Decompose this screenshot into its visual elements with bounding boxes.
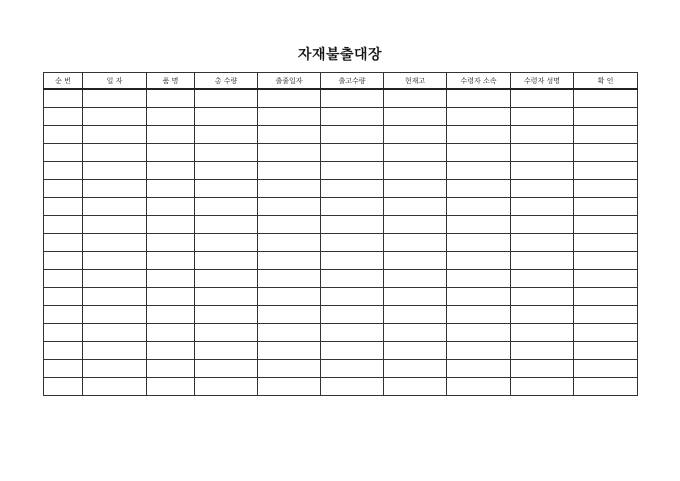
table-cell: [147, 180, 195, 198]
table-row: [44, 234, 638, 252]
table-cell: [511, 216, 574, 234]
table-cell: [447, 234, 511, 252]
table-cell: [321, 234, 384, 252]
table-row: [44, 108, 638, 126]
table-cell: [321, 342, 384, 360]
table-cell: [321, 216, 384, 234]
table-cell: [574, 180, 638, 198]
table-cell: [258, 378, 321, 396]
table-cell: [83, 252, 147, 270]
table-cell: [321, 270, 384, 288]
table-cell: [447, 126, 511, 144]
table-cell: [321, 360, 384, 378]
table-cell: [447, 324, 511, 342]
table-cell: [195, 108, 258, 126]
table-cell: [511, 360, 574, 378]
table-cell: [147, 234, 195, 252]
table-cell: [574, 89, 638, 108]
table-cell: [511, 252, 574, 270]
table-cell: [258, 342, 321, 360]
header-row: [44, 73, 638, 90]
table-cell: [83, 198, 147, 216]
table-cell: [147, 270, 195, 288]
table-cell: [321, 324, 384, 342]
table-cell: [258, 234, 321, 252]
table-row: [44, 198, 638, 216]
table-cell: [83, 216, 147, 234]
table-row: [44, 324, 638, 342]
table-cell: [447, 288, 511, 306]
table-cell: [44, 234, 83, 252]
table-cell: [447, 144, 511, 162]
column-header-date: 일 자: [83, 73, 147, 90]
table-cell: [447, 216, 511, 234]
table-cell: [321, 198, 384, 216]
table-row: [44, 144, 638, 162]
table-cell: [321, 162, 384, 180]
table-cell: [574, 288, 638, 306]
table-cell: [44, 342, 83, 360]
table-cell: [511, 162, 574, 180]
table-cell: [258, 89, 321, 108]
table-cell: [83, 378, 147, 396]
table-cell: [321, 288, 384, 306]
table-cell: [195, 180, 258, 198]
table-cell: [83, 144, 147, 162]
table-cell: [83, 162, 147, 180]
table-cell: [574, 342, 638, 360]
table-cell: [258, 324, 321, 342]
table-cell: [83, 324, 147, 342]
table-cell: [258, 162, 321, 180]
table-cell: [147, 252, 195, 270]
table-cell: [447, 342, 511, 360]
table-body: [44, 89, 638, 396]
table-cell: [147, 126, 195, 144]
table-cell: [384, 360, 447, 378]
table-row: [44, 270, 638, 288]
table-cell: [384, 216, 447, 234]
table-row: [44, 162, 638, 180]
material-issue-ledger-table: [43, 72, 638, 396]
table-cell: [44, 162, 83, 180]
table-cell: [44, 270, 83, 288]
table-cell: [83, 270, 147, 288]
table-cell: [195, 252, 258, 270]
table-cell: [195, 306, 258, 324]
table-cell: [511, 234, 574, 252]
column-header-recipient-department: 수령자 소속: [447, 73, 511, 90]
table-cell: [511, 324, 574, 342]
table-cell: [195, 162, 258, 180]
column-header-serial-number: 순 번: [44, 73, 83, 90]
column-header-total-quantity: 총 수량: [195, 73, 258, 90]
table-cell: [574, 108, 638, 126]
table-cell: [195, 378, 258, 396]
table-cell: [44, 252, 83, 270]
table-cell: [147, 89, 195, 108]
table-cell: [321, 126, 384, 144]
table-cell: [147, 378, 195, 396]
table-cell: [574, 270, 638, 288]
table-cell: [574, 234, 638, 252]
table-cell: [447, 360, 511, 378]
table-cell: [384, 252, 447, 270]
table-row: [44, 306, 638, 324]
table-row: [44, 360, 638, 378]
table-cell: [321, 89, 384, 108]
table-cell: [384, 108, 447, 126]
table-cell: [44, 108, 83, 126]
table-cell: [384, 162, 447, 180]
table-row: [44, 180, 638, 198]
table-cell: [195, 360, 258, 378]
table-cell: [195, 324, 258, 342]
table-cell: [147, 144, 195, 162]
table-cell: [147, 162, 195, 180]
table-cell: [384, 234, 447, 252]
table-cell: [384, 180, 447, 198]
table-cell: [258, 306, 321, 324]
table-cell: [574, 360, 638, 378]
table-cell: [447, 306, 511, 324]
table-cell: [511, 180, 574, 198]
table-cell: [511, 342, 574, 360]
table-cell: [83, 126, 147, 144]
table-cell: [321, 108, 384, 126]
table-cell: [447, 198, 511, 216]
table-cell: [195, 288, 258, 306]
table-cell: [574, 144, 638, 162]
table-cell: [574, 306, 638, 324]
table-cell: [44, 216, 83, 234]
table-cell: [44, 306, 83, 324]
column-header-current-stock: 현재고: [384, 73, 447, 90]
table-cell: [195, 144, 258, 162]
table-cell: [447, 89, 511, 108]
column-header-issue-date: 출줄일자: [258, 73, 321, 90]
table-cell: [44, 144, 83, 162]
table-cell: [447, 180, 511, 198]
table-cell: [574, 198, 638, 216]
table-cell: [147, 324, 195, 342]
table-row: [44, 288, 638, 306]
table-cell: [147, 108, 195, 126]
table-cell: [83, 288, 147, 306]
table-cell: [511, 306, 574, 324]
table-cell: [384, 342, 447, 360]
table-cell: [258, 360, 321, 378]
table-cell: [195, 216, 258, 234]
table-cell: [147, 216, 195, 234]
table-cell: [574, 324, 638, 342]
table-cell: [258, 252, 321, 270]
table-cell: [447, 162, 511, 180]
table-cell: [447, 252, 511, 270]
table-cell: [511, 270, 574, 288]
table-cell: [147, 288, 195, 306]
table-cell: [574, 216, 638, 234]
table-cell: [195, 270, 258, 288]
table-cell: [511, 288, 574, 306]
table-cell: [384, 288, 447, 306]
table-cell: [258, 198, 321, 216]
table-cell: [511, 108, 574, 126]
table-cell: [574, 126, 638, 144]
table-cell: [83, 89, 147, 108]
table-cell: [321, 144, 384, 162]
table-row: [44, 252, 638, 270]
table-cell: [258, 126, 321, 144]
table-cell: [511, 378, 574, 396]
table-cell: [195, 198, 258, 216]
column-header-confirmation: 확 인: [574, 73, 638, 90]
table-cell: [321, 378, 384, 396]
table-cell: [574, 252, 638, 270]
table-cell: [574, 162, 638, 180]
table-cell: [195, 89, 258, 108]
table-cell: [83, 234, 147, 252]
table-cell: [447, 270, 511, 288]
table-cell: [574, 378, 638, 396]
table-cell: [44, 89, 83, 108]
table-cell: [83, 342, 147, 360]
table-cell: [44, 288, 83, 306]
table-cell: [44, 378, 83, 396]
table-cell: [447, 378, 511, 396]
table-cell: [384, 378, 447, 396]
table-cell: [384, 198, 447, 216]
table-cell: [258, 270, 321, 288]
table-cell: [447, 108, 511, 126]
table-cell: [44, 360, 83, 378]
table-cell: [321, 306, 384, 324]
table-cell: [195, 342, 258, 360]
table-cell: [147, 360, 195, 378]
table-row: [44, 342, 638, 360]
table-row: [44, 378, 638, 396]
table-cell: [83, 306, 147, 324]
table-cell: [195, 234, 258, 252]
table-cell: [384, 89, 447, 108]
table-cell: [511, 89, 574, 108]
table-cell: [384, 144, 447, 162]
table-cell: [384, 324, 447, 342]
table-cell: [384, 126, 447, 144]
table-cell: [83, 108, 147, 126]
table-cell: [321, 252, 384, 270]
table-cell: [258, 180, 321, 198]
table-cell: [258, 108, 321, 126]
table-cell: [44, 180, 83, 198]
table-row: [44, 89, 638, 108]
table-cell: [511, 144, 574, 162]
table-cell: [147, 342, 195, 360]
table-cell: [384, 270, 447, 288]
table-cell: [511, 126, 574, 144]
table-cell: [384, 306, 447, 324]
table-cell: [195, 126, 258, 144]
table-cell: [321, 180, 384, 198]
table-cell: [147, 306, 195, 324]
table-header: [44, 73, 638, 90]
table-cell: [258, 288, 321, 306]
column-header-recipient-name: 수령자 성명: [511, 73, 574, 90]
column-header-issued-quantity: 출고수량: [321, 73, 384, 90]
table-row: [44, 126, 638, 144]
table-cell: [44, 126, 83, 144]
table-cell: [147, 198, 195, 216]
table-cell: [258, 144, 321, 162]
table-cell: [83, 360, 147, 378]
table-cell: [44, 324, 83, 342]
table-cell: [44, 198, 83, 216]
table-row: [44, 216, 638, 234]
table-cell: [511, 198, 574, 216]
column-header-item-name: 품 명: [147, 73, 195, 90]
table-cell: [83, 180, 147, 198]
table-cell: [258, 216, 321, 234]
page-title: 자재불출대장: [297, 47, 383, 63]
